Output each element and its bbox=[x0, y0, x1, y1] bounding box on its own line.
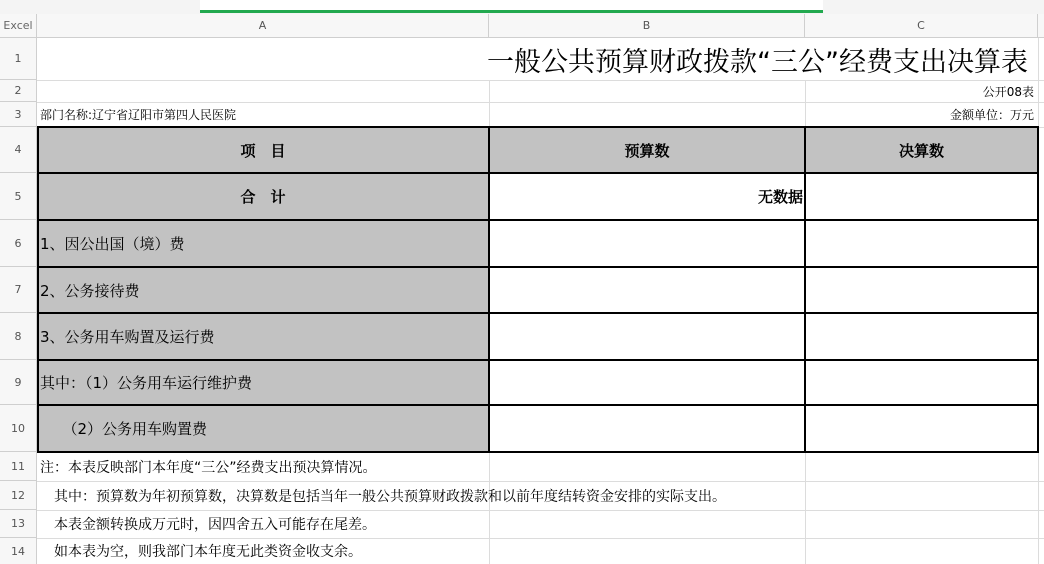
note-line[interactable]: 其中：预算数为年初预算数，决算数是包括当年一般公共预算财政拨款和以前年度结转资金安排的实际支出。 bbox=[40, 488, 726, 505]
table-border bbox=[37, 126, 1039, 128]
item-budget[interactable] bbox=[489, 220, 805, 267]
table-border bbox=[37, 172, 1039, 174]
row-header-1[interactable]: 1 bbox=[0, 38, 37, 80]
table-border bbox=[37, 219, 1039, 221]
table-border bbox=[37, 451, 1039, 453]
item-label[interactable]: （2）公务用车购置费 bbox=[40, 420, 208, 438]
item-budget[interactable] bbox=[489, 405, 805, 452]
item-final[interactable] bbox=[805, 267, 1038, 313]
item-final[interactable] bbox=[805, 313, 1038, 360]
row-header-3[interactable]: 3 bbox=[0, 102, 37, 127]
header-item[interactable]: 项 目 bbox=[240, 141, 286, 160]
table-border bbox=[37, 359, 1039, 361]
item-budget[interactable] bbox=[489, 360, 805, 405]
row-header-11[interactable]: 11 bbox=[0, 452, 37, 481]
column-header-d[interactable] bbox=[1038, 14, 1044, 38]
table-border bbox=[804, 126, 806, 453]
row-header-8[interactable]: 8 bbox=[0, 313, 37, 360]
column-header-c[interactable]: C bbox=[805, 14, 1038, 38]
table-border bbox=[37, 312, 1039, 314]
row-header-10[interactable]: 10 bbox=[0, 405, 37, 452]
sheet-title[interactable]: 一般公共预算财政拨款“三公”经费支出决算表 bbox=[487, 46, 1028, 78]
column-header-a[interactable]: A bbox=[37, 14, 489, 38]
corner-label[interactable]: Excel bbox=[0, 14, 37, 38]
table-border bbox=[37, 404, 1039, 406]
item-final[interactable] bbox=[805, 220, 1038, 267]
header-budget[interactable]: 预算数 bbox=[624, 141, 670, 160]
total-final[interactable] bbox=[805, 173, 1038, 220]
note-line[interactable]: 注：本表反映部门本年度“三公”经费支出预决算情况。 bbox=[40, 459, 377, 476]
note-line[interactable]: 本表金额转换成万元时，因四舍五入可能存在尾差。 bbox=[40, 517, 376, 533]
total-budget[interactable]: 无数据 bbox=[757, 188, 803, 206]
item-final[interactable] bbox=[805, 405, 1038, 452]
department-name[interactable]: 部门名称:辽宁省辽阳市第四人民医院 bbox=[40, 108, 237, 122]
table-border bbox=[488, 126, 490, 453]
row-header-14[interactable]: 14 bbox=[0, 538, 37, 564]
row-header-4[interactable]: 4 bbox=[0, 127, 37, 173]
item-label[interactable]: 2、公务接待费 bbox=[40, 281, 140, 300]
table-number[interactable]: 公开08表 bbox=[982, 84, 1034, 99]
amount-unit[interactable]: 金额单位：万元 bbox=[949, 108, 1034, 122]
column-header-b[interactable]: B bbox=[489, 14, 805, 38]
table-border bbox=[1037, 126, 1039, 453]
header-final[interactable]: 决算数 bbox=[898, 141, 944, 160]
item-final[interactable] bbox=[805, 360, 1038, 405]
column-selection-indicator bbox=[200, 0, 823, 13]
row-header-7[interactable]: 7 bbox=[0, 267, 37, 313]
item-label[interactable]: 其中：（1）公务用车运行维护费 bbox=[40, 374, 253, 392]
table-border bbox=[37, 126, 39, 453]
row-header-5[interactable]: 5 bbox=[0, 173, 37, 220]
row-header-12[interactable]: 12 bbox=[0, 481, 37, 510]
table-border bbox=[37, 266, 1039, 268]
item-label[interactable]: 1、因公出国（境）费 bbox=[40, 235, 185, 253]
item-budget[interactable] bbox=[489, 267, 805, 313]
row-header-6[interactable]: 6 bbox=[0, 220, 37, 267]
row-header-9[interactable]: 9 bbox=[0, 360, 37, 405]
note-line[interactable]: 如本表为空，则我部门本年度无此类资金收支余。 bbox=[40, 544, 362, 560]
row-header-13[interactable]: 13 bbox=[0, 510, 37, 538]
total-label[interactable]: 合 计 bbox=[240, 188, 286, 206]
item-budget[interactable] bbox=[489, 313, 805, 360]
row-header-2[interactable]: 2 bbox=[0, 80, 37, 102]
gridline bbox=[489, 80, 490, 127]
item-label[interactable]: 3、公务用车购置及运行费 bbox=[40, 328, 215, 346]
